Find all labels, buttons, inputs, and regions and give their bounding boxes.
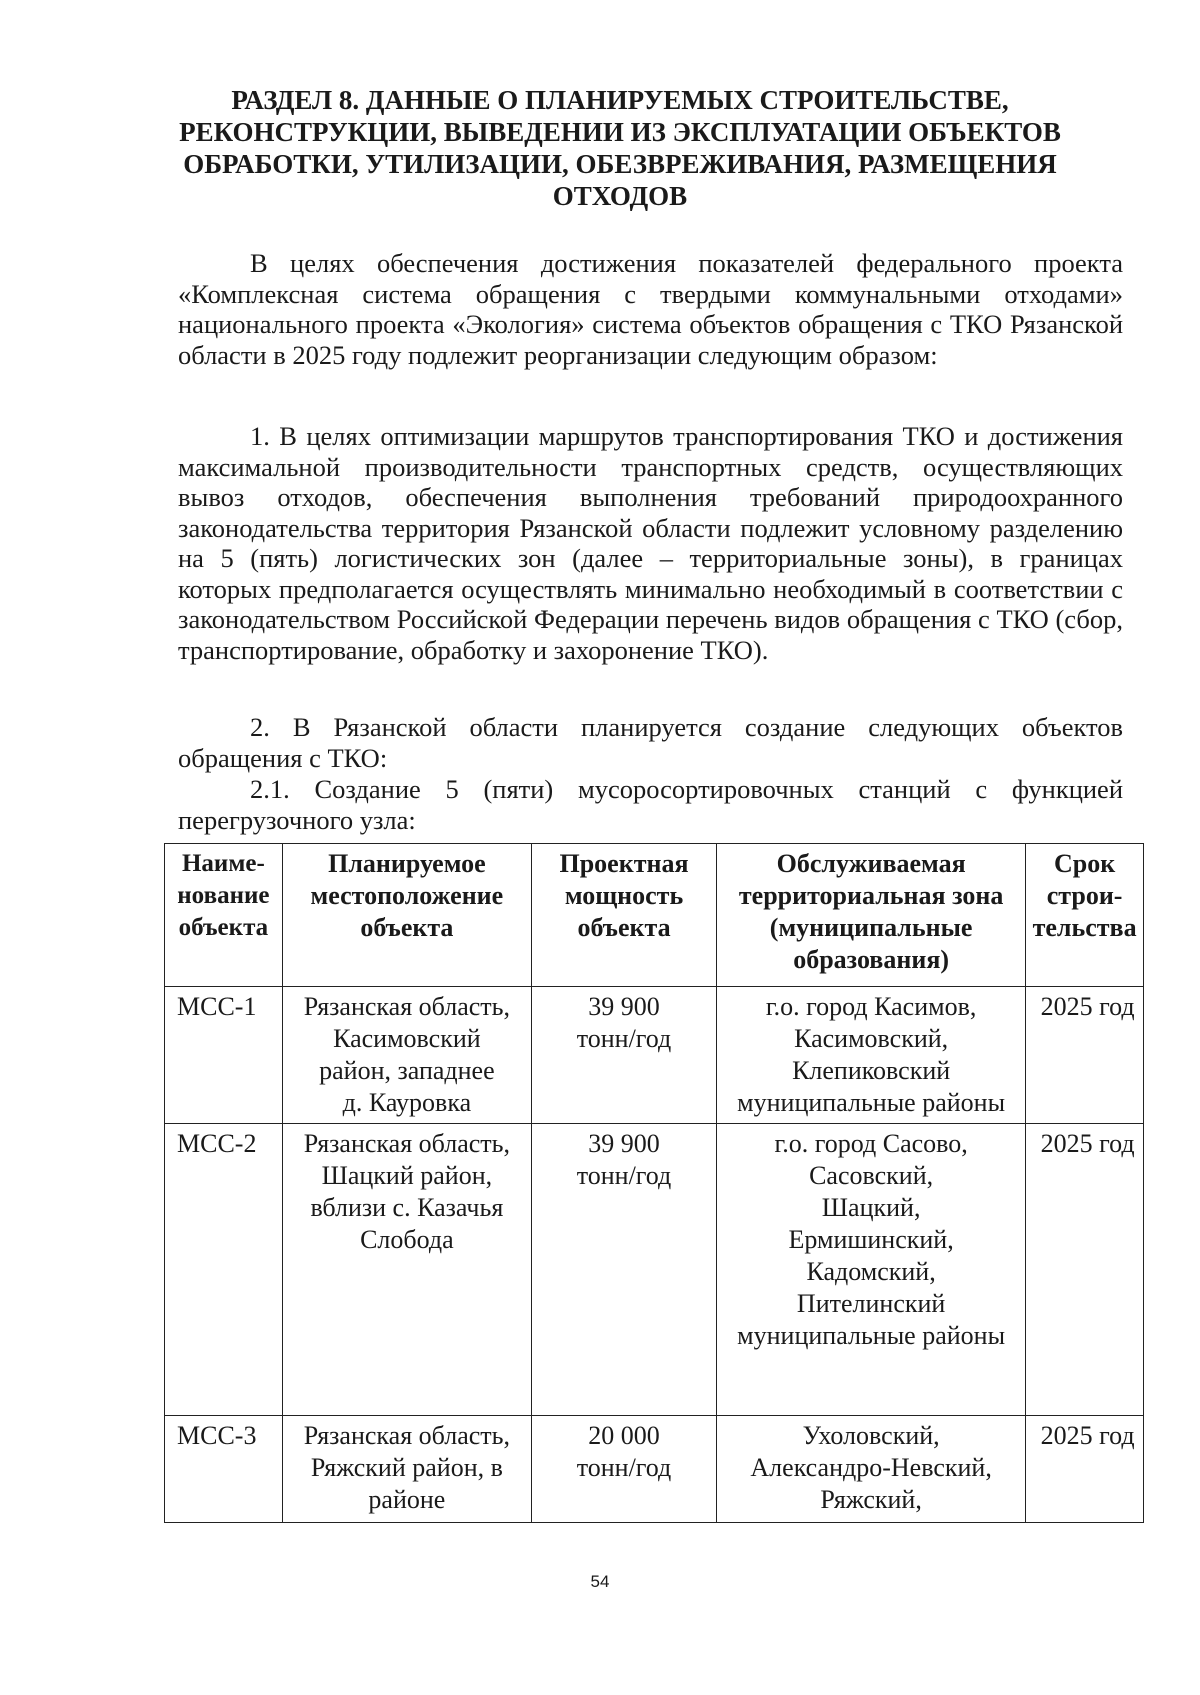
heading-line: ОБРАБОТКИ, УТИЛИЗАЦИИ, ОБЕЗВРЕЖИВАНИЯ, РАЗМЕЩЕНИЯ (183, 149, 1057, 179)
cell-line: Пителинский (796, 1289, 946, 1318)
cell-capacity (531, 987, 716, 1124)
page-number: 54 (590, 1572, 610, 1591)
paragraph-intro: В целях обеспечения достижения показателей федерального проекта «Комплексная система обращения с твердыми коммунальными отходами» национального проекта «Экология» система объектов обращения с ТКО Рязанской области в 2025 году подлежит реорганизации следующим образом: (178, 248, 1123, 370)
table-row (165, 987, 1144, 1124)
paragraph-item-2-1: 2.1. Создание 5 (пяти) мусоросортировочных станций с функцией перегрузочного узла: (178, 774, 1123, 835)
cell-term: 2025 год (1026, 987, 1144, 1124)
header-line: объекта (360, 913, 454, 942)
header-line: Наиме- (181, 850, 265, 877)
cell-line: Рязанская область, (303, 1421, 511, 1450)
header-line: (муниципальные (769, 913, 973, 942)
table-row (165, 1124, 1144, 1416)
cell-capacity (531, 1416, 716, 1523)
cell-name: МСС-1 (165, 987, 283, 1124)
cell-line: г.о. город Касимов, (765, 992, 977, 1021)
cell-line: д. Кауровка (342, 1088, 472, 1117)
cell-line: вблизи с. Казачья (310, 1193, 504, 1222)
table-row (165, 1416, 1144, 1523)
header-line: Планируемое (328, 849, 486, 878)
cell-line: район, западнее (319, 1056, 495, 1085)
cell-line: Ермишинский, (788, 1225, 954, 1254)
header-line: местоположение (310, 881, 504, 910)
cell-line: г.о. город Сасово, (774, 1129, 968, 1158)
cell-zone (717, 1416, 1026, 1523)
header-line: образования) (793, 945, 950, 974)
cell-line: 39 900 (588, 1129, 660, 1158)
header-line: территориальная зона (738, 881, 1004, 910)
facilities-table (164, 843, 1144, 1523)
cell-line: Рязанская область, (303, 1129, 511, 1158)
cell-line: Шацкий, (821, 1193, 921, 1222)
header-line: Обслуживаемая (776, 849, 966, 878)
section-heading (160, 84, 1080, 212)
cell-line: муниципальные районы (737, 1088, 1006, 1117)
cell-line: тонн/год (576, 1024, 672, 1053)
cell-line: Ряжский, (820, 1485, 922, 1514)
heading-line: РАЗДЕЛ 8. ДАННЫЕ О ПЛАНИРУЕМЫХ СТРОИТЕЛЬСТВЕ, (231, 85, 1009, 115)
header-line: Срок (1053, 849, 1116, 878)
heading-line: РЕКОНСТРУКЦИИ, ВЫВЕДЕНИИ ИЗ ЭКСПЛУАТАЦИИ ОБЪЕКТОВ (179, 117, 1061, 147)
cell-line: тонн/год (576, 1161, 672, 1190)
cell-line: 39 900 (588, 992, 660, 1021)
cell-line: Касимовский (333, 1024, 481, 1053)
cell-capacity (531, 1124, 716, 1416)
cell-line: муниципальные районы (737, 1321, 1006, 1350)
paragraph-item-1: 1. В целях оптимизации маршрутов транспортирования ТКО и достижения максимальной производительности транспортных средств, осуществляющих вывоз отходов, обеспечения выполнения требований природоохранного законодательства территория Рязанской области подлежит условному разделению на 5 (пять) логистических зон (далее – территориальные зоны), в границах которых предполагается осуществлять минимально необходимый в соответствии с законодательством Российской Федерации перечень видов обращения с ТКО (сбор, транспортирование, обработку и захоронение ТКО). (178, 421, 1123, 665)
header-line: объекта (577, 913, 671, 942)
cell-term: 2025 год (1026, 1416, 1144, 1523)
cell-line: Клепиковский (792, 1056, 951, 1085)
cell-location (282, 1416, 531, 1523)
cell-line: Шацкий район, (321, 1161, 493, 1190)
header-cell-zone (717, 844, 1026, 987)
cell-line: Ухоловский, (802, 1421, 940, 1450)
cell-term: 2025 год (1026, 1124, 1144, 1416)
cell-line: Слобода (360, 1225, 454, 1254)
cell-line: Александро-Невский, (750, 1453, 992, 1482)
cell-line: Касимовский, (794, 1024, 949, 1053)
cell-line: Сасовский, (809, 1161, 934, 1190)
paragraph-item-2: 2. В Рязанской области планируется создание следующих объектов обращения с ТКО: (178, 712, 1123, 773)
cell-line: тонн/год (576, 1453, 672, 1482)
cell-line: Ряжский район, в (310, 1453, 503, 1482)
cell-zone (717, 987, 1026, 1124)
cell-line: районе (368, 1485, 446, 1514)
cell-location (282, 987, 531, 1124)
cell-zone (717, 1124, 1026, 1416)
cell-line: Рязанская область, (303, 992, 511, 1021)
cell-location (282, 1124, 531, 1416)
cell-line: Кадомский, (806, 1257, 936, 1286)
header-line: Проектная (559, 849, 689, 878)
cell-line: 20 000 (588, 1421, 660, 1450)
header-line: строи- (1046, 881, 1123, 910)
header-cell-location (282, 844, 531, 987)
header-line: нование (177, 882, 270, 909)
heading-line: ОТХОДОВ (552, 181, 688, 211)
cell-name: МСС-2 (165, 1124, 283, 1416)
cell-name: МСС-3 (165, 1416, 283, 1523)
header-line: мощность (564, 881, 684, 910)
header-cell-term (1026, 844, 1144, 987)
header-cell-name (165, 844, 283, 987)
header-line: тельства (1032, 913, 1137, 942)
header-cell-capacity (531, 844, 716, 987)
table-header-row (165, 844, 1144, 987)
header-line: объекта (178, 914, 269, 941)
